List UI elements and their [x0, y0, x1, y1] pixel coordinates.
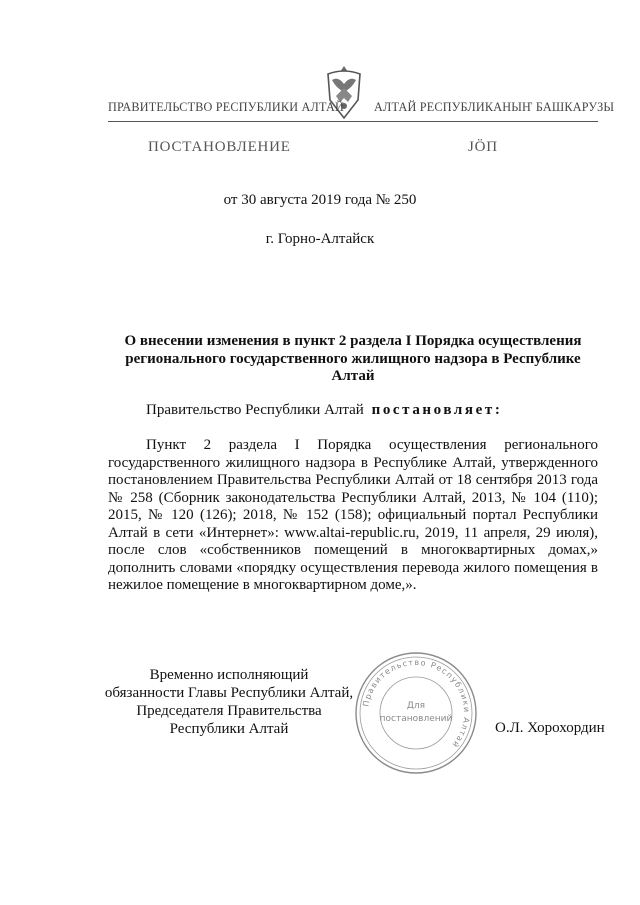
signatory-line-3: Председателя Правительства — [136, 703, 322, 719]
government-name-altai: АЛТАЙ РЕСПУБЛИКАНЫҤ БАШКАРУЗЫ — [374, 100, 615, 114]
stamp-center-line-1: Для — [406, 701, 426, 711]
document-type-altai: JÖП — [468, 139, 498, 155]
government-name-russian: ПРАВИТЕЛЬСТВО РЕСПУБЛИКИ АЛТАЙ — [108, 100, 345, 114]
signatory-line-2: обязанности Главы Республики Алтай, — [104, 685, 354, 701]
document-type-russian: ПОСТАНОВЛЕНИЕ — [148, 139, 291, 155]
signatory-line-4: Республики Алтай — [169, 721, 289, 737]
decree-line — [146, 402, 502, 419]
header-divider — [108, 121, 598, 122]
document-title: О внесении изменения в пункт 2 раздела I Порядка осуществления регионального государственного жилищного надзора в Республике Алтай — [124, 333, 582, 384]
stamp-ring-text: Правительство Республики Алтай — [361, 657, 472, 750]
document-city: г. Горно-Алтайск — [265, 231, 375, 247]
signatory-name: О.Л. Хорохордин — [495, 720, 605, 736]
signatory-line-1: Временно исполняющий — [149, 667, 309, 683]
decree-subject: Правительство Республики Алтай — [146, 402, 364, 418]
decree-verb: постановляет: — [371, 402, 503, 418]
document-body: Пункт 2 раздела I Порядка осуществления регионального государственного жилищного надзора в Республике Алтай, утвержденного постановлением Правительства Республики Алтай от 18 сентября 2013 года № 258 (Сборник законодательства Республики Алтай, 2013, № 104 (110); 2015, № 120 (126); 2018, № 152 (158); официальный портал Республики Алтай в сети «Интернет»: www.altai-republic.ru, 2019, 11 апреля, 29 июля), после слов «собственников помещений в многоквартирных домах,» дополнить словами «порядку осуществления перевода жилого помещения в нежилое помещение в многоквартирном доме,». — [108, 437, 598, 593]
document-date-number: от 30 августа 2019 года № 250 — [223, 192, 417, 208]
official-stamp — [351, 648, 481, 778]
signatory-position — [100, 666, 358, 738]
stamp-center-line-2: постановлений — [379, 714, 453, 724]
